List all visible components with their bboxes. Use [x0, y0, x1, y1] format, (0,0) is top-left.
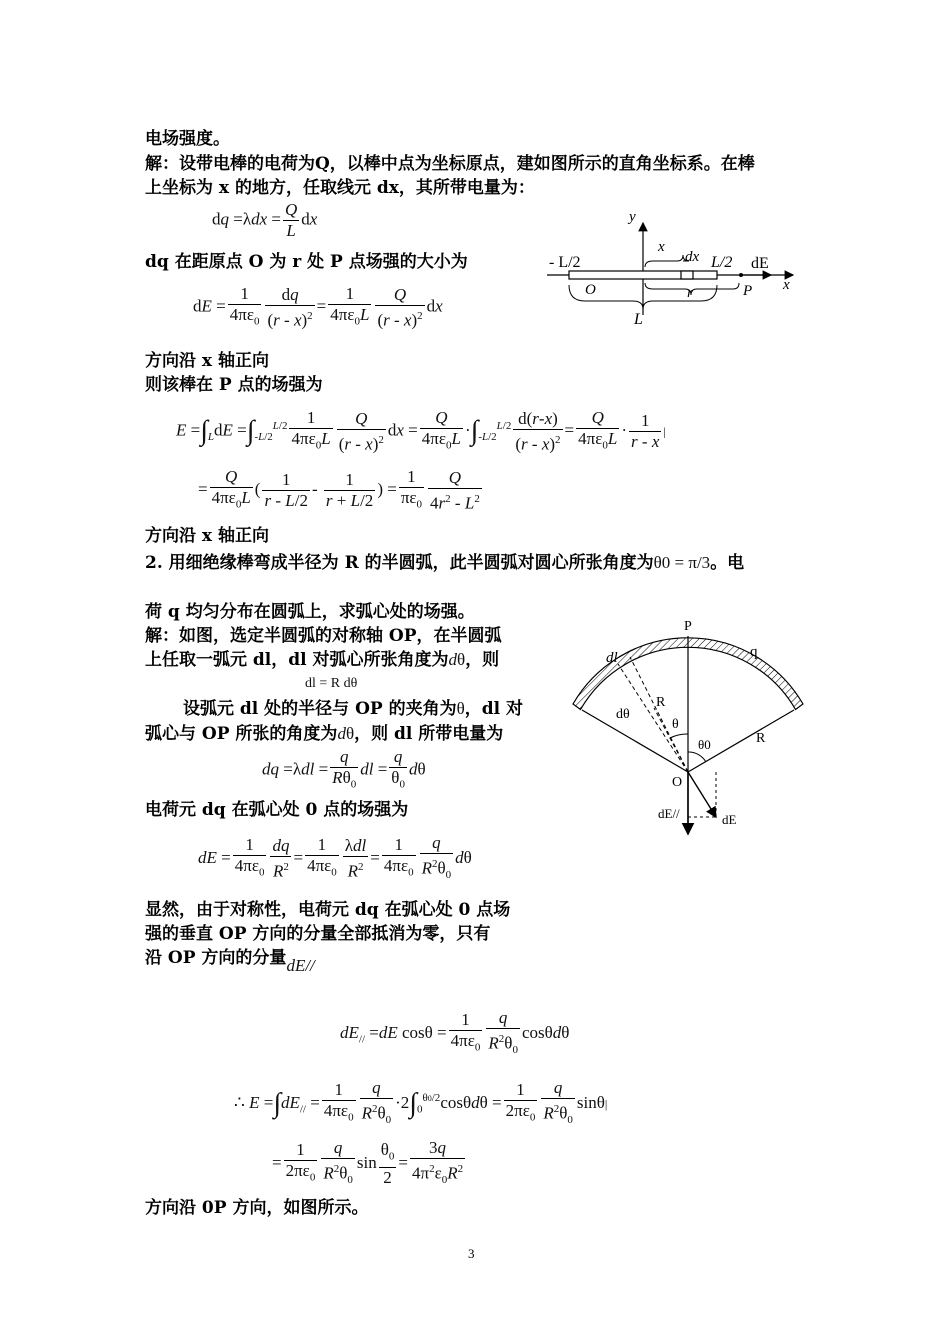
- symmetry-3-text: 沿 OP 方向的分量: [145, 948, 287, 968]
- fig2-label-theta: θ: [672, 717, 679, 732]
- text-line-rod-field: 则该棒在 P 点的场强为: [145, 375, 323, 395]
- fig2-label-R-inner: R: [656, 695, 666, 710]
- text-line-solution-1: 解：设带电棒的电荷为Q，以棒中点为坐标原点，建如图所示的直角坐标系。在棒: [145, 154, 755, 174]
- arc-diagram: [570, 612, 810, 844]
- fig1-label-dx: dx: [685, 249, 700, 265]
- fig2-label-dE: dE: [722, 812, 737, 827]
- charge-dl-tail: ，则 dl 所带电量为: [354, 724, 504, 744]
- fig1-label-L2: L/2: [711, 254, 733, 271]
- fig2-label-q: q: [750, 644, 758, 660]
- text-line-direction-2: 方向沿 x 轴正向: [145, 526, 269, 546]
- fig1-label-P: P: [743, 283, 753, 299]
- angle-theta-text: 设弧元 dl 处的半径与 OP 的夹角为: [183, 699, 457, 719]
- charged-rod: [569, 271, 717, 279]
- dE-arrow: [688, 772, 716, 817]
- text-line-dq-field: 电荷元 dq 在弧心处 0 点的场强为: [145, 800, 409, 820]
- fig1-label-x: x: [658, 239, 665, 255]
- fig1-label-L: L: [634, 311, 643, 328]
- text-line-charge-dl: 弧心与 OP 所张的角度为dθ，则 dl 所带电量为: [145, 724, 504, 744]
- text-line-angle-theta: 设弧元 dl 处的半径与 OP 的夹角为θ，dl 对: [183, 699, 524, 719]
- equation-dl: dl = R dθ: [305, 676, 358, 691]
- text-line-direction-1: 方向沿 x 轴正向: [145, 351, 269, 371]
- equation-E-result: = $\frac{Q}{4\pi\varepsilon_0L}$ ( $\frac{1}{r - L/2}$ - $\frac{1}{r + L/2}$ ) = $\frac{1}{\pi\varepsilon_0}$ $\frac{Q}{4r^2 - L^2}$: [198, 467, 480, 513]
- theta0-value: θ0 = π/3: [653, 553, 711, 572]
- x-brace: [645, 255, 689, 267]
- problem-2-text: 2. 用细绝缘棒弯成半径为 R 的半圆弧，此半圆弧对圆心所张角度为: [145, 553, 654, 573]
- arc-element-text: 上任取一弧元 dl，dl 对弧心所张角度为: [145, 650, 449, 670]
- fig2-label-R-outer: R: [756, 731, 766, 746]
- fig1-label-minus-L2: - L/2: [549, 254, 581, 271]
- text-line-charge-q: 荷 q 均匀分布在圆弧上，求弧心处的场强。: [145, 602, 475, 622]
- fig1-label-r: r: [687, 285, 693, 301]
- fig2-label-dE-parallel: dE//: [658, 806, 680, 821]
- dx-element: [681, 271, 693, 279]
- text-line-final-direction: 方向沿 0P 方向，如图所示。: [145, 1198, 369, 1218]
- text-line-solution-op: 解：如图，选定半圆弧的对称轴 OP，在半圆弧: [145, 626, 502, 646]
- text-line-field-strength: 电场强度。: [145, 129, 230, 149]
- equation-dq: dq =λdx = $\frac{Q}{L}$ dx: [212, 200, 318, 240]
- text-line-solution-2: 上坐标为 x 的地方，任取线元 dx，其所带电量为：: [145, 178, 535, 198]
- angle-theta-tail: ，dl 对: [464, 699, 524, 719]
- text-line-arc-element: 上任取一弧元 dl，dl 对弧心所张角度为dθ，则: [145, 650, 500, 670]
- equation-dE-parallel: $dE_{//} =dE$ cosθ = $\frac{1}{4\pi\varepsilon_0}$ $\frac{q}{R^2\theta_0}$ cosθdθ: [340, 1008, 570, 1057]
- equation-E-integral: $E =\int_LdE =\int_{-L/2}^{L/2}$ $\frac{1}{4\pi\varepsilon_0L}$ $\frac{Q}{(r - x)^2}$ dx = $\frac{Q}{4\pi\varepsilon_0L}$ $\cdot\int_{-L/2}^{L/2}$ $\frac{d(r-x)}{(r - x)^2}$ = $\frac{Q}{4\pi\varepsilon_0L}$ · $\frac{1}{r - x}$ |: [176, 408, 666, 454]
- fig1-label-y: y: [629, 209, 636, 225]
- text-line-dq-at-P: dq 在距原点 O 为 r 处 P 点场强的大小为: [145, 252, 468, 272]
- fig2-label-theta0: θ0: [698, 737, 711, 752]
- fig1-label-dE: dE: [751, 255, 769, 272]
- text-line-problem-2: [145, 551, 744, 575]
- text-line-symmetry-3: [145, 946, 315, 975]
- equation-dq-arc: dq =λdl = $\frac{q}{R\theta_0}$ dl = $\frac{q}{\theta_0}$ dθ: [262, 747, 426, 791]
- fig1-label-O: O: [585, 282, 596, 298]
- equation-E-arc: ∴ $E =\int dE_{//}$ = $\frac{1}{4\pi\varepsilon_0}$ $\frac{q}{R^2\theta_0}$ $\cdot 2\int_0^{\theta 0/2}\cos\theta d\theta$ = $\frac{1}{2\pi\varepsilon_0}$ $\frac{q}{R^2\theta_0}$ sinθ|: [234, 1078, 608, 1127]
- equation-dE-arc: dE = $\frac{1}{4\pi\varepsilon_0}$ $\frac{dq}{R^2}$ = $\frac{1}{4\pi\varepsilon_0}$ $\frac{\text{λdl}}{R^2}$ = $\frac{1}{4\pi\varepsilon_0}$ $\frac{q}{R^2\theta_0}$ dθ: [198, 833, 472, 882]
- rod-diagram: [545, 205, 805, 335]
- charge-dl-text: 弧心与 OP 所张的角度为: [145, 724, 338, 744]
- arc-element-tail: ，则: [465, 650, 500, 670]
- text-line-symmetry-1: 显然，由于对称性，电荷元 dq 在弧心处 0 点场: [145, 900, 511, 920]
- equation-dE: dE = $\frac{1}{4\pi\varepsilon_0}$ $\frac{dq}{(r - x)^2}$ = $\frac{1}{4\pi\varepsilon_0L}$ $\frac{Q}{(r - x)^2}$ dx: [193, 284, 443, 330]
- fig2-label-O: O: [672, 775, 683, 790]
- theta-arc: [670, 734, 688, 738]
- fig2-label-dtheta: dθ: [616, 707, 630, 722]
- dE-parallel-symbol: dE//: [286, 956, 315, 975]
- fig2-label-dl: dl: [606, 650, 618, 666]
- fig1-label-x-axis: x: [783, 277, 790, 293]
- equation-E-arc-result: = $\frac{1}{2\pi\varepsilon_0}$ $\frac{q}{R^2\theta_0}$ sin $\frac{\theta_0}{2}$ = $\frac{3q}{4\pi^2\varepsilon_0R^2}$: [272, 1138, 464, 1187]
- page-number: 3: [468, 1246, 475, 1261]
- text-line-symmetry-2: 强的垂直 OP 方向的分量全部抵消为零，只有: [145, 924, 491, 944]
- theta0-arc: [688, 752, 706, 762]
- fig2-label-P: P: [684, 619, 692, 634]
- problem-2-tail: 。电: [710, 553, 745, 573]
